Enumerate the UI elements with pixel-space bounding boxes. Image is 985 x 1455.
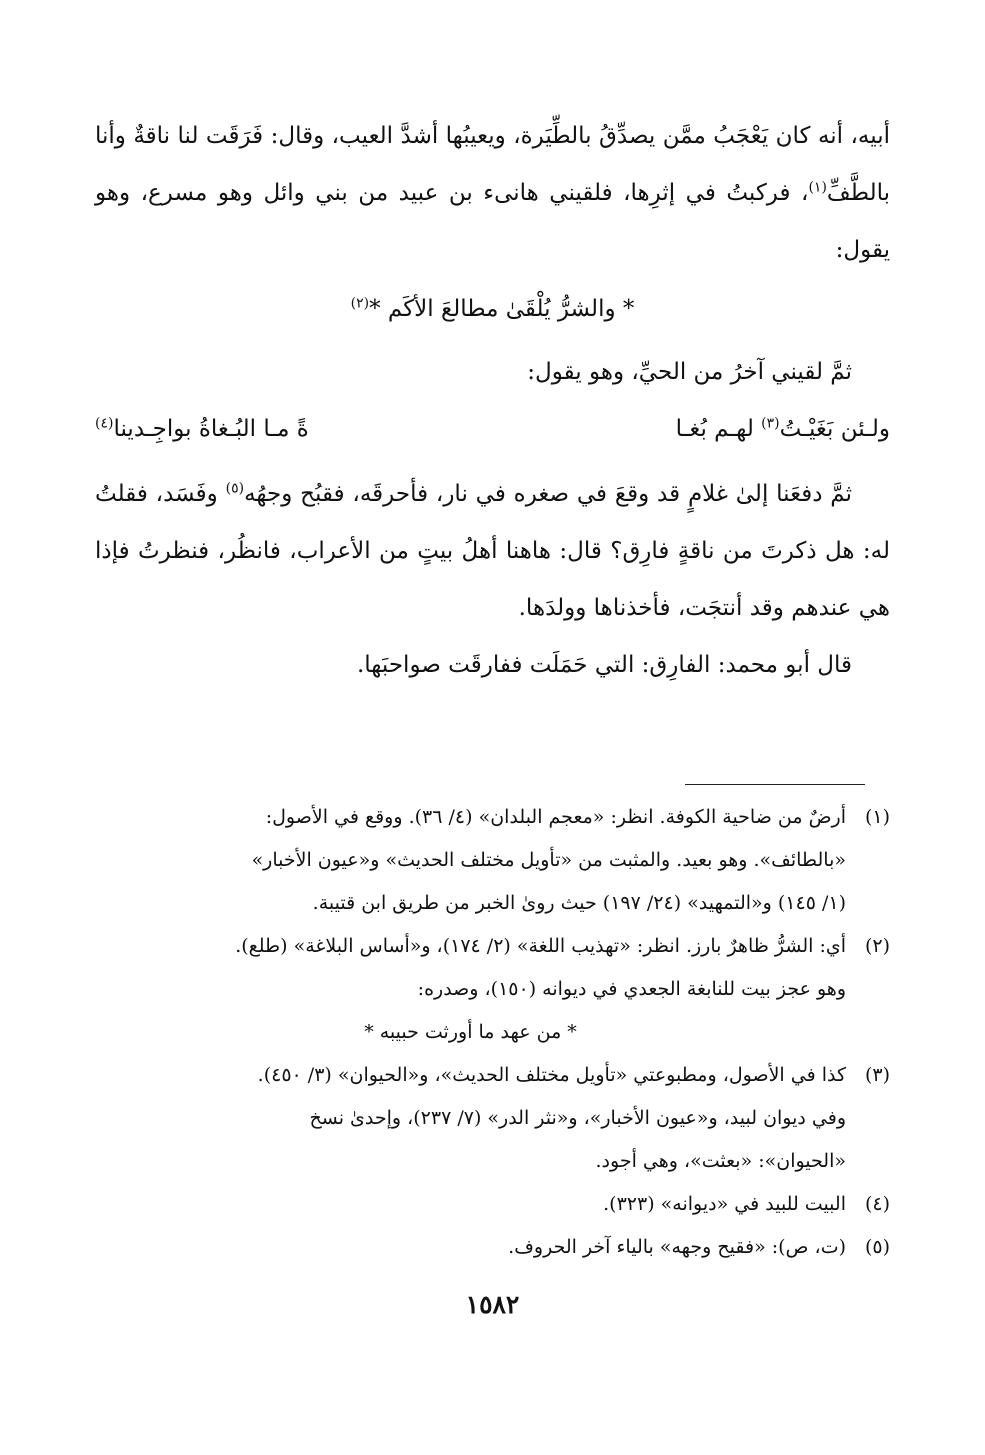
footnote-4 bbox=[95, 1183, 890, 1226]
footnote-3 bbox=[95, 1054, 890, 1183]
paragraph-1-continuation: ، فركبتُ في إثرِها، فلقيني هانىء بن عبيد من بني وائل وهو مسرع، وهو يقول: bbox=[95, 180, 890, 263]
footnote-separator bbox=[685, 784, 865, 785]
footnotes bbox=[95, 796, 890, 1269]
footnote-verse: * من عهد ما أورثت حبيبه * bbox=[364, 1021, 577, 1043]
footnote-line: وفي ديوان لبيد، و«عيون الأخبار»، و«نثر الدر» (٧/ ٢٣٧)، وإحدىٰ نسخ bbox=[309, 1107, 846, 1129]
paragraph-3 bbox=[95, 466, 890, 637]
footnote-number: (١) bbox=[864, 806, 890, 828]
footnote-ref-2[interactable]: (٢) bbox=[350, 295, 370, 312]
paragraph-2: ثمَّ لقيني آخرُ من الحيِّ، وهو يقول: bbox=[527, 359, 852, 385]
footnote-line: «بالطائف». وهو بعيد. والمثبت من «تأويل مختلف الحديث» و«عيون الأخبار» bbox=[251, 849, 846, 871]
verse-2-first-hemistich bbox=[676, 401, 890, 458]
footnote-ref-5[interactable]: (٥) bbox=[225, 480, 245, 497]
verse-2-second-hemistich bbox=[95, 401, 309, 458]
footnote-line: كذا في الأصول، ومطبوعتي «تأويل مختلف الحديث»، و«الحيوان» (٣/ ٤٥٠). bbox=[257, 1064, 846, 1086]
footnote-text bbox=[95, 1183, 846, 1226]
paragraph-1 bbox=[95, 108, 890, 279]
paragraph-3-text: ثمَّ دفعَنا إلىٰ غلامٍ قد وقعَ في صغره في نار، فأحرقَه، فقبُح وجهُه bbox=[244, 481, 852, 507]
verse-2 bbox=[95, 401, 890, 458]
footnote-line: أرضٌ من ضاحية الكوفة. انظر: «معجم البلدان» (٤/ ٣٦). ووقع في الأصول: bbox=[265, 806, 846, 828]
footnote-text bbox=[95, 1054, 846, 1183]
verse-1-text: * والشرُّ يُلْقَىٰ مطالعَ الأكَم * bbox=[369, 296, 635, 322]
verse-1 bbox=[95, 281, 890, 338]
footnote-ref-3[interactable]: (٣) bbox=[761, 415, 780, 432]
verse-2-first-a: ولـئن بَغَيْـتُ bbox=[779, 416, 890, 442]
footnote-2 bbox=[95, 925, 890, 1054]
footnote-line: البيت للبيد في «ديوانه» (٣٢٣). bbox=[603, 1193, 846, 1215]
footnote-line: أي: الشرُّ ظاهرٌ بارز. انظر: «تهذيب اللغة» (٢/ ١٧٤)، و«أساس البلاغة» (طلع). bbox=[235, 935, 846, 957]
footnote-number: (٤) bbox=[864, 1193, 890, 1215]
verse-2-second-text: ةً مـا البُـغاةُ بواجِـدينا bbox=[113, 416, 309, 442]
page-number: ١٥٨٢ bbox=[465, 1290, 520, 1319]
paragraph-3-continuation: وفَسَد، فقلتُ له: هل ذكرتَ من ناقةٍ فارِق؟ قال: هاهنا أهلُ بيتٍ من الأعراب، فانظُر، فنظرتُ فإذا هي عندهم وقد أنتجَت، فأخذناها وولدَها. bbox=[95, 481, 890, 621]
paragraph-1-text: أبيه، أنه كان يَعْجَبُ ممَّن يصدِّقُ بالطِّيَرة، ويعيبُها أشدَّ العيب، وقال: فَرَقَت لنا ناقةٌ وأنا بالطَّفِّ bbox=[95, 123, 890, 206]
verse-2-first-b: لهـم بُغـا bbox=[675, 416, 762, 442]
footnote-number: (٢) bbox=[864, 935, 890, 957]
footnote-number: (٥) bbox=[864, 1236, 890, 1258]
footnote-line: (ت، ص): «فقيح وجهه» بالياء آخر الحروف. bbox=[508, 1236, 846, 1258]
footnote-text bbox=[95, 925, 846, 1054]
footnote-ref-4[interactable]: (٤) bbox=[95, 415, 114, 432]
footnote-line: وهو عجز بيت للنابغة الجعدي في ديوانه (١٥٠)، وصدره: bbox=[417, 978, 846, 1000]
footnote-line: (١/ ١٤٥) و«التمهيد» (٢٤/ ١٩٧) حيث روىٰ الخبر من طريق ابن قتيبة. bbox=[312, 892, 846, 914]
footnote-text bbox=[95, 796, 846, 925]
main-text bbox=[95, 108, 890, 694]
footnote-ref-1[interactable]: (١) bbox=[808, 179, 827, 196]
footnote-line: «الحيوان»: «بعثت»، وهي أجود. bbox=[595, 1150, 846, 1172]
footnote-text bbox=[95, 1226, 846, 1269]
footnote-1 bbox=[95, 796, 890, 925]
footnote-number: (٣) bbox=[864, 1064, 890, 1086]
footnote-5 bbox=[95, 1226, 890, 1269]
paragraph-4: قال أبو محمد: الفارِق: التي حَمَلَت ففارقَت صواحبَها. bbox=[356, 652, 852, 678]
